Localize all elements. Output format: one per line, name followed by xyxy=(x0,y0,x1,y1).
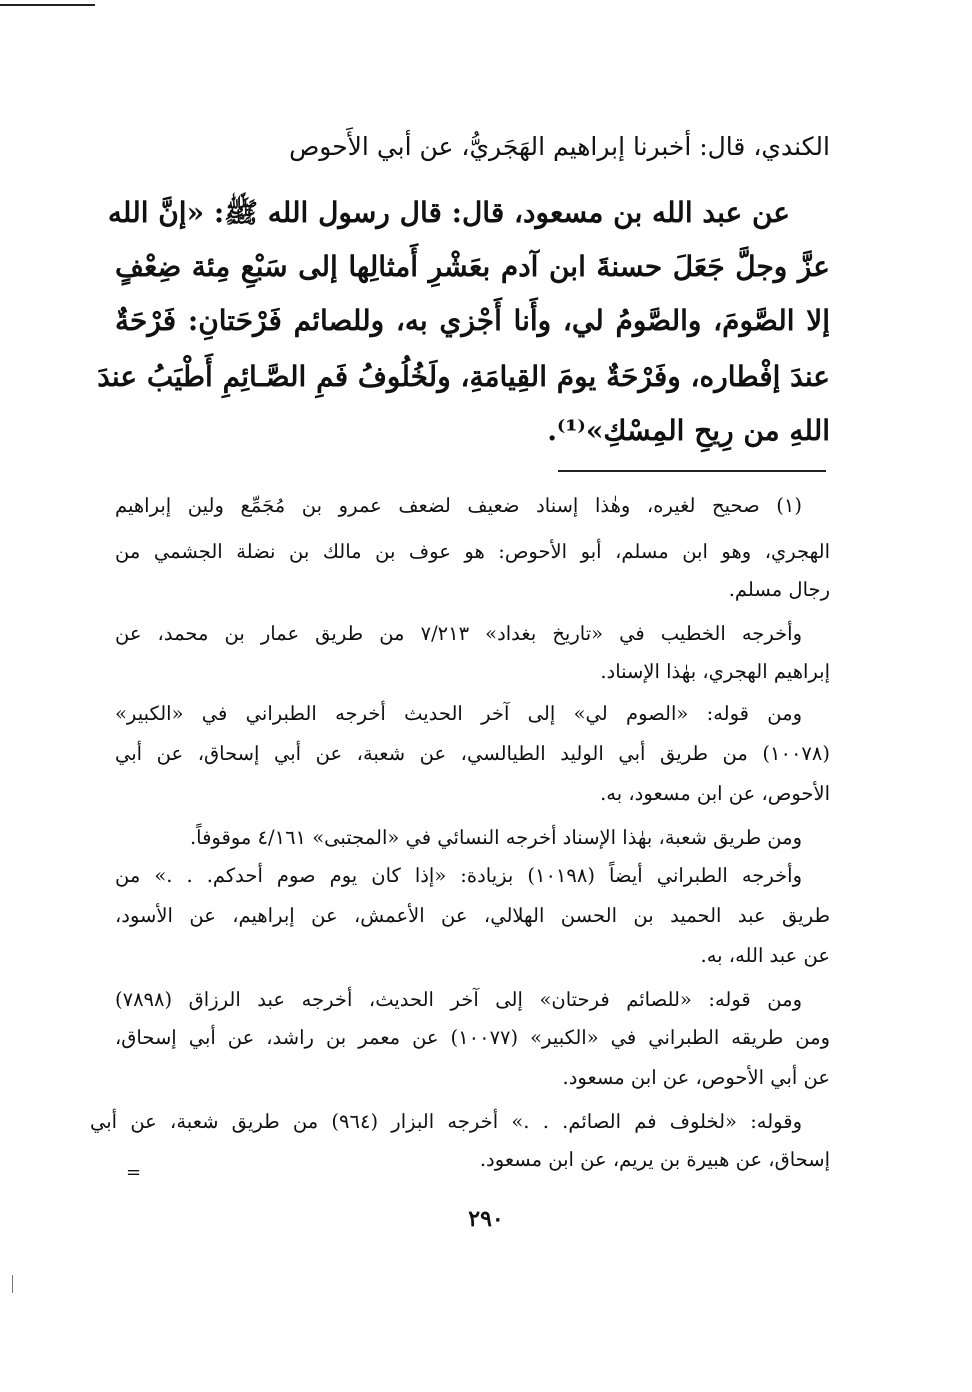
footnote-line-3: رجال مسلم. xyxy=(728,578,830,601)
footnote-line-10: وأخرجه الطبراني أيضاً (١٠١٩٨) بزيادة: «إذا كان يوم صوم أحدكم. . .» من xyxy=(115,864,802,887)
continuation-mark: = xyxy=(126,1162,142,1183)
intro-line-1: الكندي، قال: أخبرنا إبراهيم الهَجَريُّ، عن أبي الأَحوص xyxy=(289,132,830,161)
footnote-line-4: وأخرجه الخطيب في «تاريخ بغداد» ٧/٢١٣ من طريق عمار بن محمد، عن xyxy=(115,622,802,645)
footnote-line-8: الأحوص، عن ابن مسعود، به. xyxy=(600,782,830,805)
hadith-line-3: إلا الصَّومَ، والصَّومُ لي، وأَنا أَجْزي به، وللصائم فَرْحَتانِ: فَرْحَةٌ xyxy=(115,304,830,337)
footnote-line-14: ومن طريقه الطبراني في «الكبير» (١٠٠٧٧) عن معمر بن راشد، عن أبي إسحاق، xyxy=(115,1026,830,1049)
footnote-line-9: ومن طريق شعبة، بهٰذا الإسناد أخرجه النسائي في «المجتبى» ٤/١٦١ موقوفاً. xyxy=(189,826,802,849)
footnote-line-1: (١) صحيح لغيره، وهٰذا إسناد ضعيف لضعف عمرو بن مُجَمِّع ولين إبراهيم xyxy=(115,494,802,517)
footnote-separator xyxy=(558,470,826,472)
footnote-line-16: وقوله: «لخلوف فم الصائم. . .» أخرجه البزار (٩٦٤) من طريق شعبة، عن أبي xyxy=(90,1110,802,1133)
page-number: ٢٩٠ xyxy=(468,1206,504,1232)
footnote-line-12: عن عبد الله، به. xyxy=(700,944,830,967)
footnote-line-13: ومن قوله: «للصائم فرحتان» إلى آخر الحديث، أخرجه عبد الرزاق (٧٨٩٨) xyxy=(115,988,802,1011)
hadith-line-4: عندَ إفْطاره، وفَرْحَةٌ يومَ القِيامَةِ، ولَخُلُوفُ فَمِ الصَّـائِمِ أَطْيَبُ عندَ xyxy=(97,360,830,393)
top-edge-rule xyxy=(0,4,95,6)
hadith-line-2: عزَّ وجلَّ جَعَلَ حسنةَ ابن آدم بعَشْرِ أَمثالِها إلى سَبْعِ مِئة ضِعْفٍ xyxy=(115,250,830,283)
footnote-line-17: إسحاق، عن هبيرة بن يريم، عن ابن مسعود. xyxy=(479,1148,830,1171)
footnote-line-7: (١٠٠٧٨) من طريق أبي الوليد الطيالسي، عن شعبة، عن أبي إسحاق، عن أبي xyxy=(115,742,830,765)
margin-mark xyxy=(12,1275,13,1293)
footnote-line-2: الهجري، وهو ابن مسلم، أبو الأحوص: هو عوف بن مالك بن نضلة الجشمي من xyxy=(115,540,830,563)
footnote-line-11: طريق عبد الحميد بن الحسن الهلالي، عن الأعمش، عن إبراهيم، عن الأسود، xyxy=(115,904,830,927)
hadith-line-1: عن عبد الله بن مسعود، قال: قال رسول الله ﷺ: «إنَّ الله xyxy=(107,196,790,229)
hadith-line-5: اللهِ من رِيحِ المِسْكِ»⁽¹⁾. xyxy=(547,414,830,447)
footnote-line-5: إبراهيم الهجري، بهٰذا الإسناد. xyxy=(600,660,830,683)
footnote-line-15: عن أبي الأحوص، عن ابن مسعود. xyxy=(562,1066,830,1089)
footnote-line-6: ومن قوله: «الصوم لي» إلى آخر الحديث أخرجه الطبراني في «الكبير» xyxy=(115,702,802,725)
